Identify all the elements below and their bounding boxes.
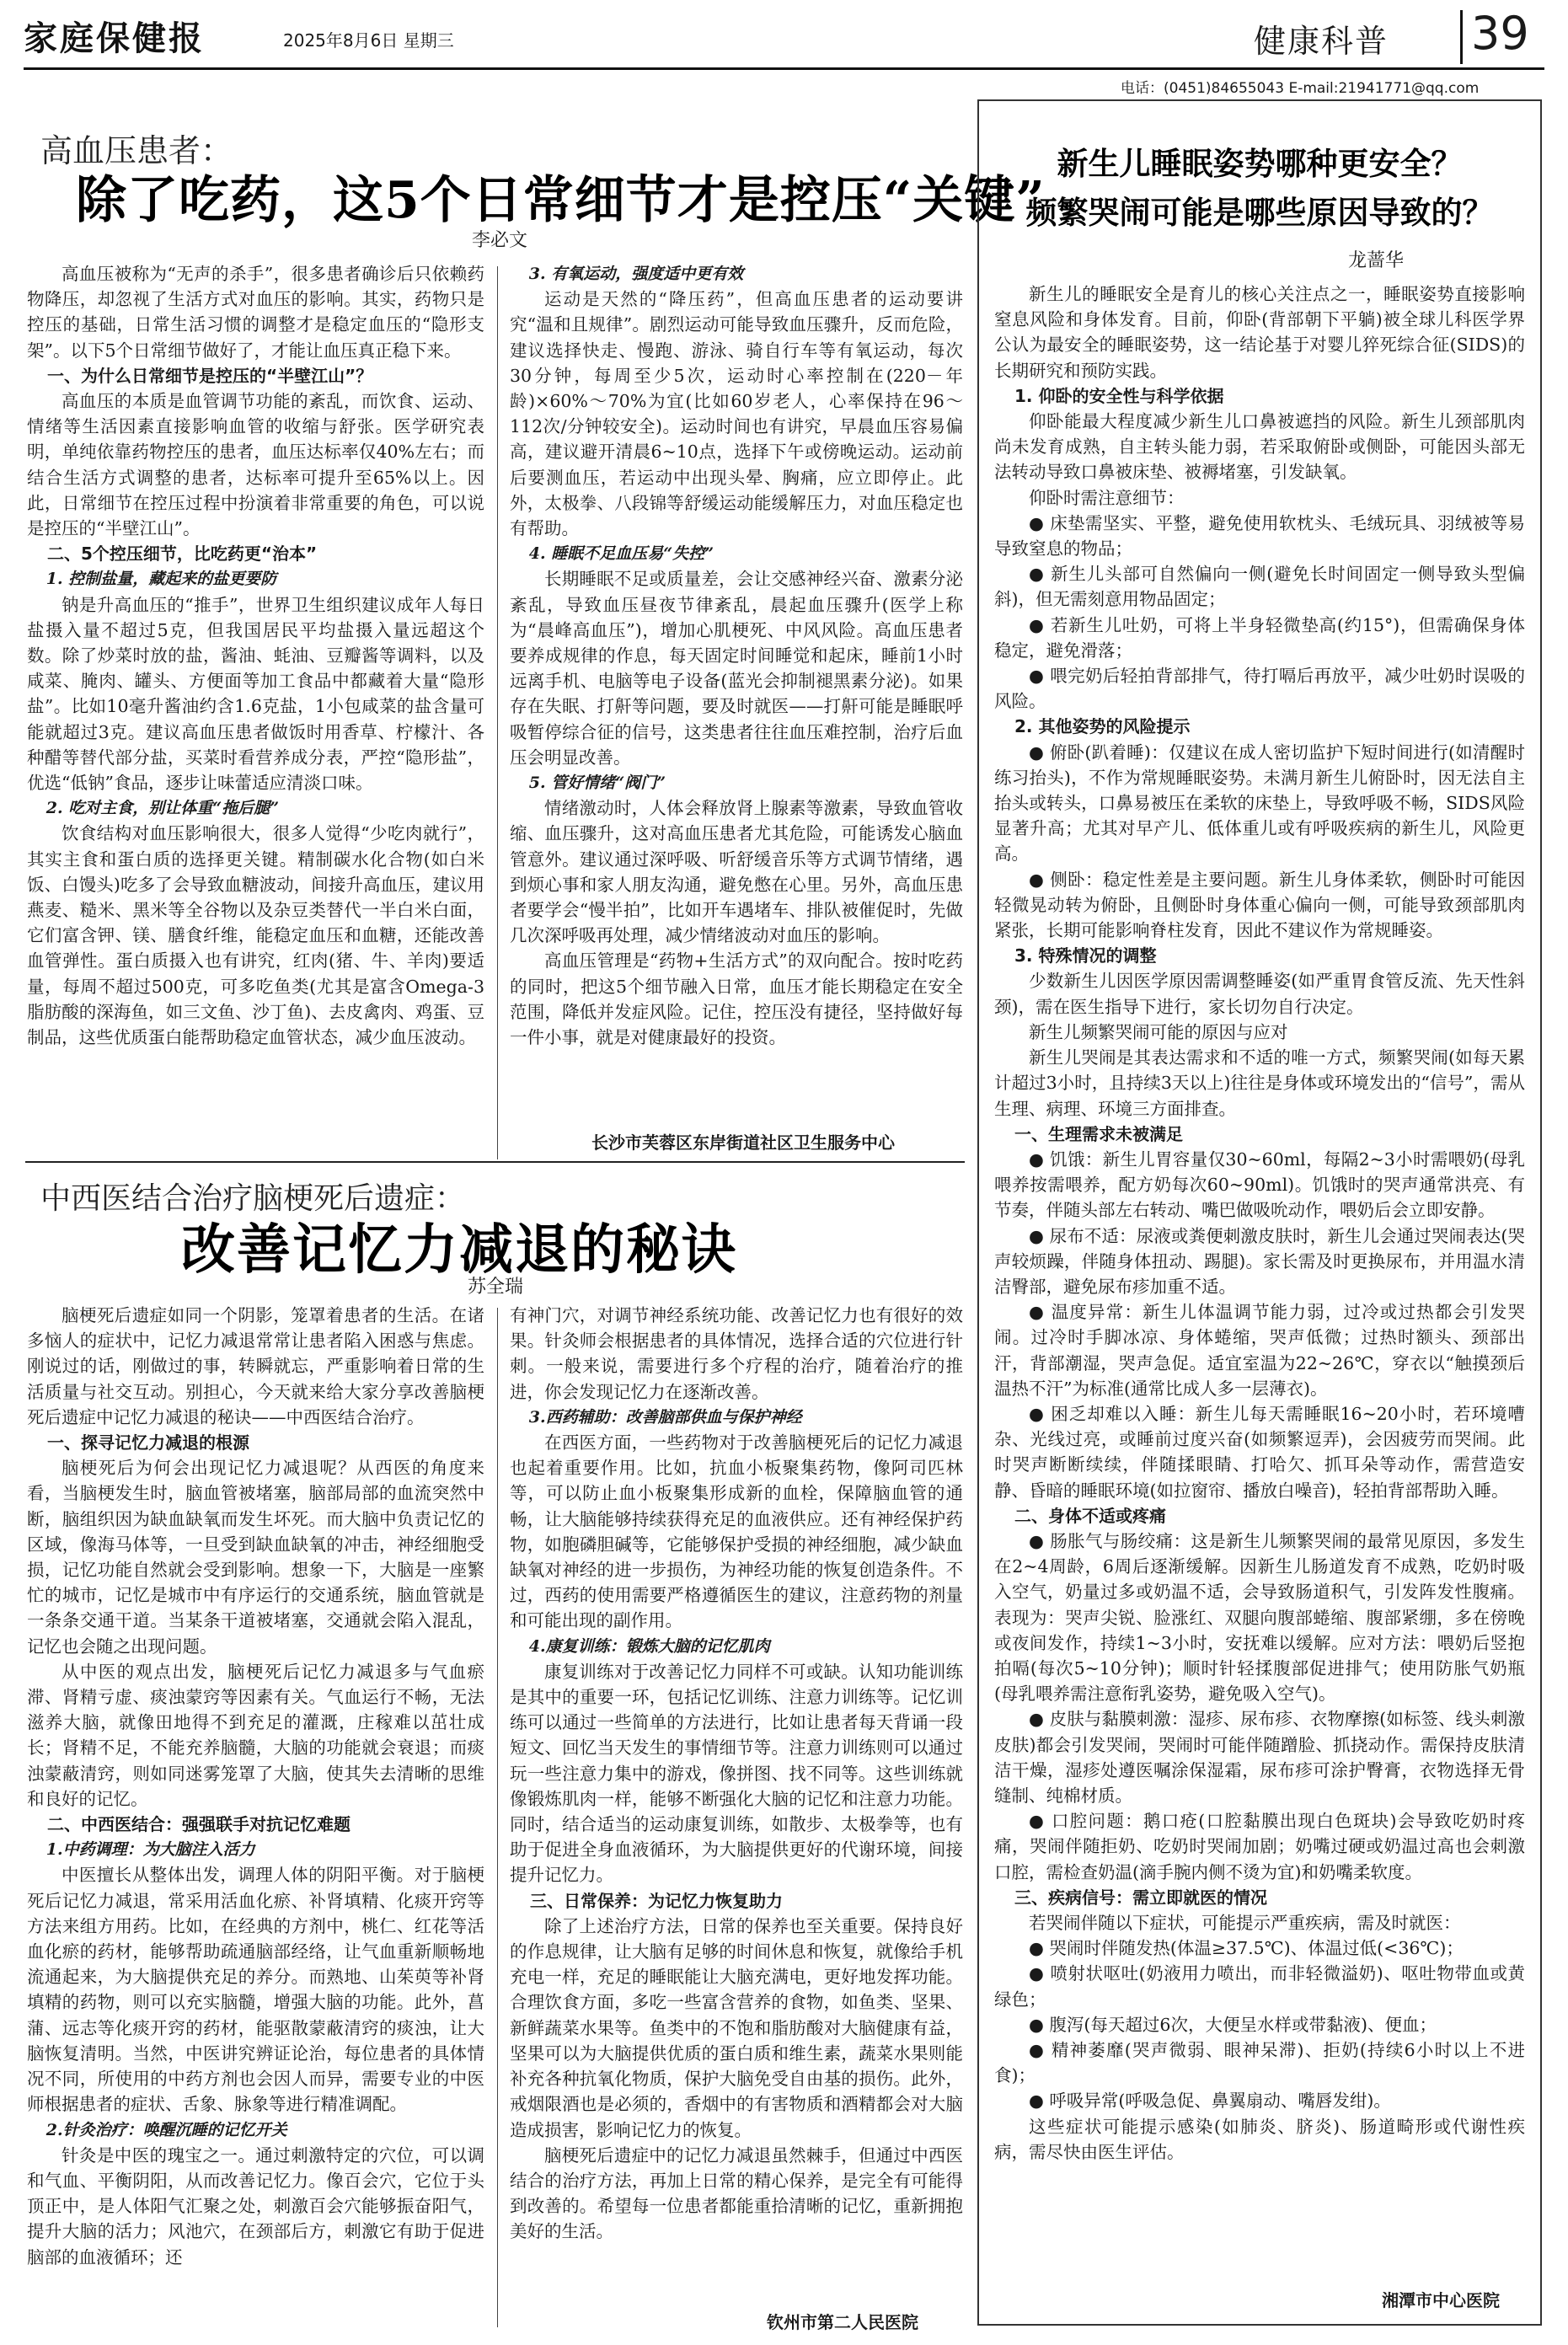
paragraph: ● 若新生儿吐奶，可将上半身轻微垫高(约15°)，但需确保身体稳定，避免滑落； (994, 614, 1525, 661)
paragraph: 仰卧时需注意细节： (1029, 487, 1185, 508)
section-heading: 二、5个控压细节，比吃药更“治本” (47, 543, 318, 565)
subsection-heading: 3. 有氧运动，强度适中更有效 (528, 265, 744, 283)
paragraph: 高血压的本质是血管调节功能的紊乱，而饮食、运动、情绪等生活因素直接影响血管的收缩与舒张。医学研究表明，单纯依靠药物控压的患者，血压达标率仅40%左右；而结合生活方式调整的患者，达标率可提升至65%以上。因此，日常细节在控压过程中扮演着非常重要的角色，可以说是控压的“半壁江山”。 (27, 391, 484, 539)
masthead-rule (24, 67, 1544, 70)
paragraph: 少数新生儿因医学原因需调整睡姿(如严重胃食管反流、先天性斜颈)，需在医生指导下进行，家长切勿自行决定。 (994, 971, 1525, 1017)
subsection-heading: 3.西药辅助：改善脑部供血与保护神经 (528, 1407, 802, 1427)
paragraph: ● 床垫需坚实、平整，避免使用软枕头、毛绒玩具、羽绒被等易导致窒息的物品； (994, 512, 1525, 559)
paragraph: 脑梗死后遗症中的记忆力减退虽然棘手，但通过中西医结合的治疗方法，再加上日常的精心保养，是完全有可能得到改善的。希望每一位患者都能重拾清晰的记忆，重新拥抱美好的生活。 (510, 2144, 963, 2242)
paragraph: 针灸是中医的瑰宝之一。通过刺激特定的穴位，可以调和气血、平衡阴阳，从而改善记忆力。像百会穴，它位于头顶正中，是人体阳气汇聚之处，刺激百会穴能够振奋阳气，提升大脑的活力；风池穴，在颈部后方，刺激它有助于促进脑部的血液循环；还 (27, 2144, 484, 2267)
article1-kicker: 高血压患者： (40, 132, 233, 169)
paragraph: ● 饥饿：新生儿胃容量仅30~60ml，每隔2~3小时需喂奶(母乳喂养按需喂养，配方奶每次60~90ml)。饥饿时的哭声通常洪亮、有节奏，伴随头部左右转动、嘴巴做吸吮动作，喂奶后会立即安静。 (994, 1148, 1525, 1221)
contact-line: 电话：(0451)84655043 E-mail:21941771@qq.com (1121, 80, 1480, 97)
paragraph: ● 困乏却难以入睡：新生儿每天需睡眠16~20小时，若环境嘈杂、光线过亮，或睡前过度兴奋(如频繁逗弄)，会因疲劳而哭闹。此时哭声断断续续，伴随揉眼睛、打哈欠、抓耳朵等动作，需营造安静、昏暗的睡眠环境(如拉窗帘、播放白噪音)，轻拍背部帮助入睡。 (994, 1403, 1525, 1501)
article3-body (994, 281, 1525, 2285)
section-heading: 一、探寻记忆力减退的根源 (47, 1432, 249, 1454)
paragraph: ● 哭闹时伴随发热(体温≥37.5℃)、体温过低(<36℃)； (1029, 1938, 1464, 1959)
issue-date: 2025年8月6日 星期三 (283, 30, 454, 51)
paragraph: ● 口腔问题：鹅口疮(口腔黏膜出现白色斑块)会导致吃奶时疼痛，哭闹伴随拒奶、吃奶时哭闹加剧；奶嘴过硬或奶温过高也会刺激口腔，需检查奶温(滴手腕内侧不烫为宜)和奶嘴柔软度。 (994, 1811, 1525, 1882)
paragraph: ● 腹泻(每天超过6次，大便呈水样或带黏液)、便血； (1029, 2014, 1437, 2035)
section-heading: 1. 仰卧的安全性与科学依据 (1014, 385, 1224, 406)
subsection-heading: 2. 吃对主食，别让体重“拖后腿” (45, 799, 280, 818)
subsection-heading: 1.中药调理：为大脑注入活力 (45, 1840, 255, 1860)
subsection-heading: 1. 控制盐量，藏起来的盐更要防 (45, 570, 277, 589)
paragraph: ● 喷射状呕吐(奶液用力喷出，而非轻微溢奶)、呕吐物带血或黄绿色； (994, 1963, 1525, 2010)
paragraph: ● 肠胀气与肠绞痛：这是新生儿频繁哭闹的最常见原因，多发生在2~4周龄，6周后逐渐缓解。因新生儿肠道发育不成熟，吃奶时吸入空气，奶量过多或奶温不适，会导致肠道积气，引发阵发性腹痛。表现为：哭声尖锐、脸涨红、双腿向腹部蜷缩、腹部紧绷，多在傍晚或夜间发作，持续1~3小时，安抚难以缓解。应对方法：喂奶后竖抱拍嗝(每次5~10分钟)；顺时针轻揉腹部促进排气；使用防胀气奶瓶(母乳喂养需注意衔乳姿势，避免吸入空气)。 (994, 1530, 1525, 1705)
paragraph: ● 喂完奶后轻拍背部排气，待打嗝后再放平，减少吐奶时误吸的风险。 (994, 666, 1525, 712)
column-divider (497, 266, 498, 1159)
paragraph: 长期睡眠不足或质量差，会让交感神经兴奋、激素分泌紊乱，导致血压昼夜节律紊乱，晨起血压骤升(医学上称为“晨峰高血压”)，增加心肌梗死、中风风险。高血压患者要养成规律的作息，每天固定时间睡觉和起床，睡前1小时远离手机、电脑等电子设备(蓝光会抑制褪黑素分泌)。如果存在失眠、打鼾等问题，要及时就医——打鼾可能是睡眠呼吸暂停综合征的信号，这类患者往往血压难控制，治疗后血压会明显改善。 (510, 569, 963, 768)
article2-column-2 (510, 1303, 963, 2309)
article2-headline: 改善记忆力减退的秘诀 (181, 1218, 737, 1282)
masthead (24, 8, 1544, 69)
paragraph: ● 皮肤与黏膜刺激：湿疹、尿布疹、衣物摩擦(如标签、线头刺激皮肤)都会引发哭闹，哭闹时可能伴随蹭脸、抓挠动作。需保持皮肤清洁干燥，湿疹处遵医嘱涂保湿霜，尿布疹可涂护臀膏，衣物选择无骨缝制、纯棉材质。 (994, 1709, 1525, 1806)
article3-headline-line2: 频繁哭闹可能是哪些原因导致的？ (1025, 194, 1494, 231)
paragraph: 高血压被称为“无声的杀手”，很多患者确诊后只依赖药物降压，却忽视了生活方式对血压的影响。其实，药物只是控压的基础，日常生活习惯的调整才是稳定血压的“隐形支架”。以下5个日常细节做好了，才能让血压真正稳下来。 (27, 264, 484, 361)
article3-headline-line1: 新生儿睡眠姿势哪种更安全？ (1057, 145, 1463, 182)
article2-column-1 (27, 1303, 484, 2334)
section-heading: 二、身体不适或疼痛 (1014, 1505, 1166, 1526)
section-heading: 一、生理需求未被满足 (1014, 1123, 1183, 1144)
subsection-heading: 4. 睡眠不足血压易“失控” (528, 544, 714, 564)
paragraph: 饮食结构对血压影响很大，很多人觉得“少吃肉就行”，其实主食和蛋白质的选择更关键。精制碳水化合物(如白米饭、白馒头)吃多了会导致血糖波动，间接升高血压，建议用燕麦、糙米、黑米等全谷物以及杂豆类替代一半白米白面，它们富含钾、镁、膳食纤维，能稳定血压和血糖，还能改善血管弹性。蛋白质摄入也有讲究，红肉(猪、牛、羊肉)要适量，每周不超过500克，可多吃鱼类(尤其是富含Omega-3脂肪酸的深海鱼，如三文鱼、沙丁鱼)、去皮禽肉、鸡蛋、豆制品，这些优质蛋白能帮助稳定血管状态，减少血压波动。 (27, 823, 484, 1048)
article1-headline: 除了吃药，这5个日常细节才是控压“关键” (76, 171, 1046, 230)
paragraph: ● 温度异常：新生儿体温调节能力弱，过冷或过热都会引发哭闹。过冷时手脚冰凉、身体蜷缩，哭声低微；过热时额头、颈部出汗，背部潮湿，哭声急促。适宜室温为22~26℃，穿衣以“触摸颈后温热不汗”为标准(通常比成人多一层薄衣)。 (994, 1302, 1525, 1399)
article2-author: 苏全瑞 (468, 1277, 524, 1298)
subsection-heading: 5. 管好情绪“阀门” (528, 774, 666, 793)
paragraph: 若哭闹伴随以下症状，可能提示严重疾病，需及时就医： (1029, 1913, 1461, 1933)
paragraph: 钠是升高血压的“推手”，世界卫生组织建议成年人每日盐摄入量不超过5克，但我国居民平均盐摄入量远超这个数。除了炒菜时放的盐，酱油、蚝油、豆瓣酱等调料，以及咸菜、腌肉、罐头、方便面等加工食品中都藏着大量“隐形盐”。比如10毫升酱油约含1.6克盐，1小包咸菜的盐含量可能就超过3克。建议高血压患者做饭时用香草、柠檬汁、各种醋等替代部分盐，买菜时看营养成分表，严控“隐形盐”，优选“低钠”食品，逐步让味蕾适应清淡口味。 (27, 594, 484, 794)
paragraph: ● 呼吸异常(呼吸急促、鼻翼扇动、嘴唇发绀)。 (1029, 2091, 1391, 2112)
article-divider (25, 1161, 965, 1163)
section-heading: 二、中西医结合：强强联手对抗记忆难题 (47, 1814, 351, 1835)
paragraph: 从中医的观点出发，脑梗死后记忆力减退多与气血瘀滞、肾精亏虚、痰浊蒙窍等因素有关。气血运行不畅，无法滋养大脑，就像田地得不到充足的灌溉，庄稼难以茁壮成长；肾精不足，不能充养脑髓，大脑的功能就会衰退；而痰浊蒙蔽清窍，则如同迷雾笼罩了大脑，使其失去清晰的思维和良好的记忆。 (27, 1661, 484, 1809)
paragraph: 中医擅长从整体出发，调理人体的阴阳平衡。对于脑梗死后记忆力减退，常采用活血化瘀、补肾填精、化痰开窍等方法来组方用药。比如，在经典的方剂中，桃仁、红花等活血化瘀的药材，能够帮助疏通脑部经络，让气血重新顺畅地流通起来，为大脑提供充足的养分。而熟地、山茱萸等补肾填精的药物，则可以充实脑髓，增强大脑的功能。此外，菖蒲、远志等化痰开窍的药材，能驱散蒙蔽清窍的痰浊，让大脑恢复清明。当然，中医讲究辨证论治，每位患者的具体情况不同，所使用的中药方剂也会因人而异，需要专业的中医师根据患者的症状、舌象、脉象等进行精准调配。 (27, 1865, 484, 2115)
article2-kicker: 中西医结合治疗脑梗死后遗症： (40, 1181, 466, 1216)
paragraph: 康复训练对于改善记忆力同样不可或缺。认知功能训练是其中的重要一环，包括记忆训练、注意力训练等。记忆训练可以通过一些简单的方法进行，比如让患者每天背诵一段短文、回忆当天发生的事情细节等。注意力训练则可以通过玩一些注意力集中的游戏，像拼图、找不同等。这些训练就像锻炼肌肉一样，能够不断强化大脑的记忆和注意力功能。同时，结合适当的运动康复训练，如散步、太极拳等，也有助于促进全身血液循环，为大脑提供更好的代谢环境，间接提升记忆力。 (510, 1661, 963, 1886)
paragraph: 新生儿频繁哭闹可能的原因与应对 (1029, 1021, 1288, 1042)
paragraph: ● 尿布不适：尿液或粪便刺激皮肤时，新生儿会通过哭闹表达(哭声较烦躁，伴随身体扭动、踢腿)。家长需及时更换尿布，并用温水清洁臀部，避免尿布疹加重不适。 (994, 1225, 1525, 1297)
paragraph: 仰卧能最大程度减少新生儿口鼻被遮挡的风险。新生儿颈部肌肉尚未发育成熟，自主转头能力弱，若采取俯卧或侧卧，可能因头部无法转动导致口鼻被床垫、被褥堵塞，引发缺氧。 (994, 411, 1525, 483)
page-number: 39 (1471, 7, 1529, 60)
paragraph: 新生儿哭闹是其表达需求和不适的唯一方式，频繁哭闹(如每天累计超过3小时，且持续3天以上)往往是身体或环境发出的“信号”，需从生理、病理、环境三方面排查。 (994, 1047, 1525, 1119)
article1-author: 李必文 (472, 230, 528, 251)
masthead-divider (1460, 10, 1463, 64)
paragraph: 情绪激动时，人体会释放肾上腺素等激素，导致血管收缩、血压骤升，这对高血压患者尤其危险，可能诱发心脑血管意外。建议通过深呼吸、听舒缓音乐等方式调节情绪，遇到烦心事和家人朋友沟通，避免憋在心里。另外，高血压患者要学会“慢半拍”，比如开车遇堵车、排队被催促时，先做几次深呼吸再处理，减少情绪波动对血压的影响。 (510, 798, 963, 946)
section-heading: 2. 其他姿势的风险提示 (1014, 716, 1191, 737)
paragraph: 脑梗死后遗症如同一个阴影，笼罩着患者的生活。在诸多恼人的症状中，记忆力减退常常让患者陷入困惑与焦虑。刚说过的话，刚做过的事，转瞬就忘，严重影响着日常的生活质量与社交互动。别担心，今天就来给大家分享改善脑梗死后遗症中记忆力减退的秘诀——中西医结合治疗。 (27, 1305, 484, 1427)
article2-source: 钦州市第二人民医院 (767, 2312, 918, 2332)
paragraph: 新生儿的睡眠安全是育儿的核心关注点之一，睡眠姿势直接影响窒息风险和身体发育。目前，仰卧(背部朝下平躺)被全球儿科医学界公认为最安全的睡眠姿势，这一结论基于对婴儿猝死综合征(SIDS)的长期研究和预防实践。 (994, 284, 1525, 381)
paragraph: ● 侧卧：稳定性差是主要问题。新生儿身体柔软，侧卧时可能因轻微晃动转为俯卧，且侧卧时身体重心偏向一侧，可能导致颈部肌肉紧张，长期可能影响脊柱发育，因此不建议作为常规睡姿。 (994, 869, 1525, 941)
section-heading: 三、疾病信号：需立即就医的情况 (1014, 1887, 1267, 1908)
article3-author: 龙蔷华 (1348, 250, 1405, 271)
paragraph: 高血压管理是“药物+生活方式”的双向配合。按时吃药的同时，把这5个细节融入日常，血压才能长期稳定在安全范围，降低并发症风险。记住，控压没有捷径，坚持做好每一件小事，就是对健康最好的投资。 (510, 950, 963, 1048)
subsection-heading: 2.针灸治疗：唤醒沉睡的记忆开关 (45, 2120, 287, 2139)
section-name: 健康科普 (1254, 23, 1389, 60)
subsection-heading: 4.康复训练：锻炼大脑的记忆肌肉 (528, 1636, 770, 1656)
article1-column-1 (27, 261, 484, 1136)
article1-source: 长沙市芙蓉区东岸街道社区卫生服务中心 (591, 1132, 895, 1153)
paragraph: 在西医方面，一些药物对于改善脑梗死后的记忆力减退也起着重要作用。比如，抗血小板聚集药物，像阿司匹林等，可以防止血小板聚集形成新的血栓，保障脑血管的通畅，让大脑能够持续获得充足的血液供应。还有神经保护药物，如胞磷胆碱等，它能够保护受损的神经细胞，减少缺血缺氧对神经的进一步损伤，为神经功能的恢复创造条件。不过，西药的使用需要严格遵循医生的建议，注意药物的剂量和可能出现的副作用。 (510, 1432, 963, 1631)
paragraph: 运动是天然的“降压药”，但高血压患者的运动要讲究“温和且规律”。剧烈运动可能导致血压骤升，反而危险，建议选择快走、慢跑、游泳、骑自行车等有氧运动，每次30分钟，每周至少5次，运动时心率控制在(220－年龄)×60%～70%为宜(比如60岁老人，心率保持在96～112次/分钟较安全)。运动时间也有讲究，早晨血压容易偏高，建议避开清晨6~10点，选择下午或傍晚运动。运动前后要测血压，若运动中出现头晕、胸痛，应立即停止。此外，太极拳、八段锦等舒缓运动能缓解压力，对血压稳定也有帮助。 (510, 289, 963, 539)
paragraph: 除了上述治疗方法，日常的保养也至关重要。保持良好的作息规律，让大脑有足够的时间休息和恢复，就像给手机充电一样，充足的睡眠能让大脑充满电，更好地发挥功能。合理饮食方面，多吃一些富含营养的食物，如鱼类、坚果、新鲜蔬菜水果等。鱼类中的不饱和脂肪酸对大脑健康有益，坚果可以为大脑提供优质的蛋白质和维生素，蔬菜水果则能补充各种抗氧化物质，保护大脑免受自由基的损伤。此外，戒烟限酒也是必须的，香烟中的有害物质和酒精都会对大脑造成损害，影响记忆力的恢复。 (510, 1915, 963, 2140)
paper-name: 家庭保健报 (24, 19, 205, 58)
paragraph: 有神门穴，对调节神经系统功能、改善记忆力也有很好的效果。针灸师会根据患者的具体情况，选择合适的穴位进行针刺。一般来说，需要进行多个疗程的治疗，随着治疗的推进，你会发现记忆力在逐渐改善。 (510, 1305, 963, 1402)
paragraph: 脑梗死后为何会出现记忆力减退呢？从西医的角度来看，当脑梗发生时，脑血管被堵塞，脑部局部的血流突然中断，脑组织因为缺血缺氧而发生坏死。而大脑中负责记忆的区域，像海马体等，一旦受到缺血缺氧的冲击，神经细胞受损，记忆功能自然就会受到影响。想象一下，大脑是一座繁忙的城市，记忆是城市中有序运行的交通系统，脑血管就是一条条交通干道。当某条干道被堵塞，交通就会陷入混乱，记忆也会随之出现问题。 (27, 1458, 484, 1657)
article1-column-2 (510, 261, 963, 1136)
article3-source: 湘潭市中心医院 (1382, 2290, 1500, 2310)
section-heading: 一、为什么日常细节是控压的“半壁江山”？ (47, 365, 373, 386)
paragraph: ● 新生儿头部可自然偏向一侧(避免长时间固定一侧导致头型偏斜)，但无需刻意用物品固定； (994, 564, 1525, 610)
section-heading: 三、日常保养：为记忆力恢复助力 (530, 1890, 783, 1911)
column-divider (497, 1308, 498, 2327)
paragraph: 这些症状可能提示感染(如肺炎、脐炎)、肠道畸形或代谢性疾病，需尽快由医生评估。 (994, 2116, 1525, 2162)
paragraph: ● 俯卧(趴着睡)：仅建议在成人密切监护下短时间进行(如清醒时练习抬头)，不作为常规睡眠姿势。未满月新生儿俯卧时，因无法自主抬头或转头，口鼻易被压在柔软的床垫上，导致呼吸不畅，SIDS风险显著升高；尤其对早产儿、低体重儿或有呼吸疾病的新生儿，风险更高。 (994, 742, 1525, 865)
section-heading: 3. 特殊情况的调整 (1014, 945, 1157, 966)
paragraph: ● 精神萎靡(哭声微弱、眼神呆滞)、拒奶(持续6小时以上不进食)； (994, 2040, 1525, 2086)
